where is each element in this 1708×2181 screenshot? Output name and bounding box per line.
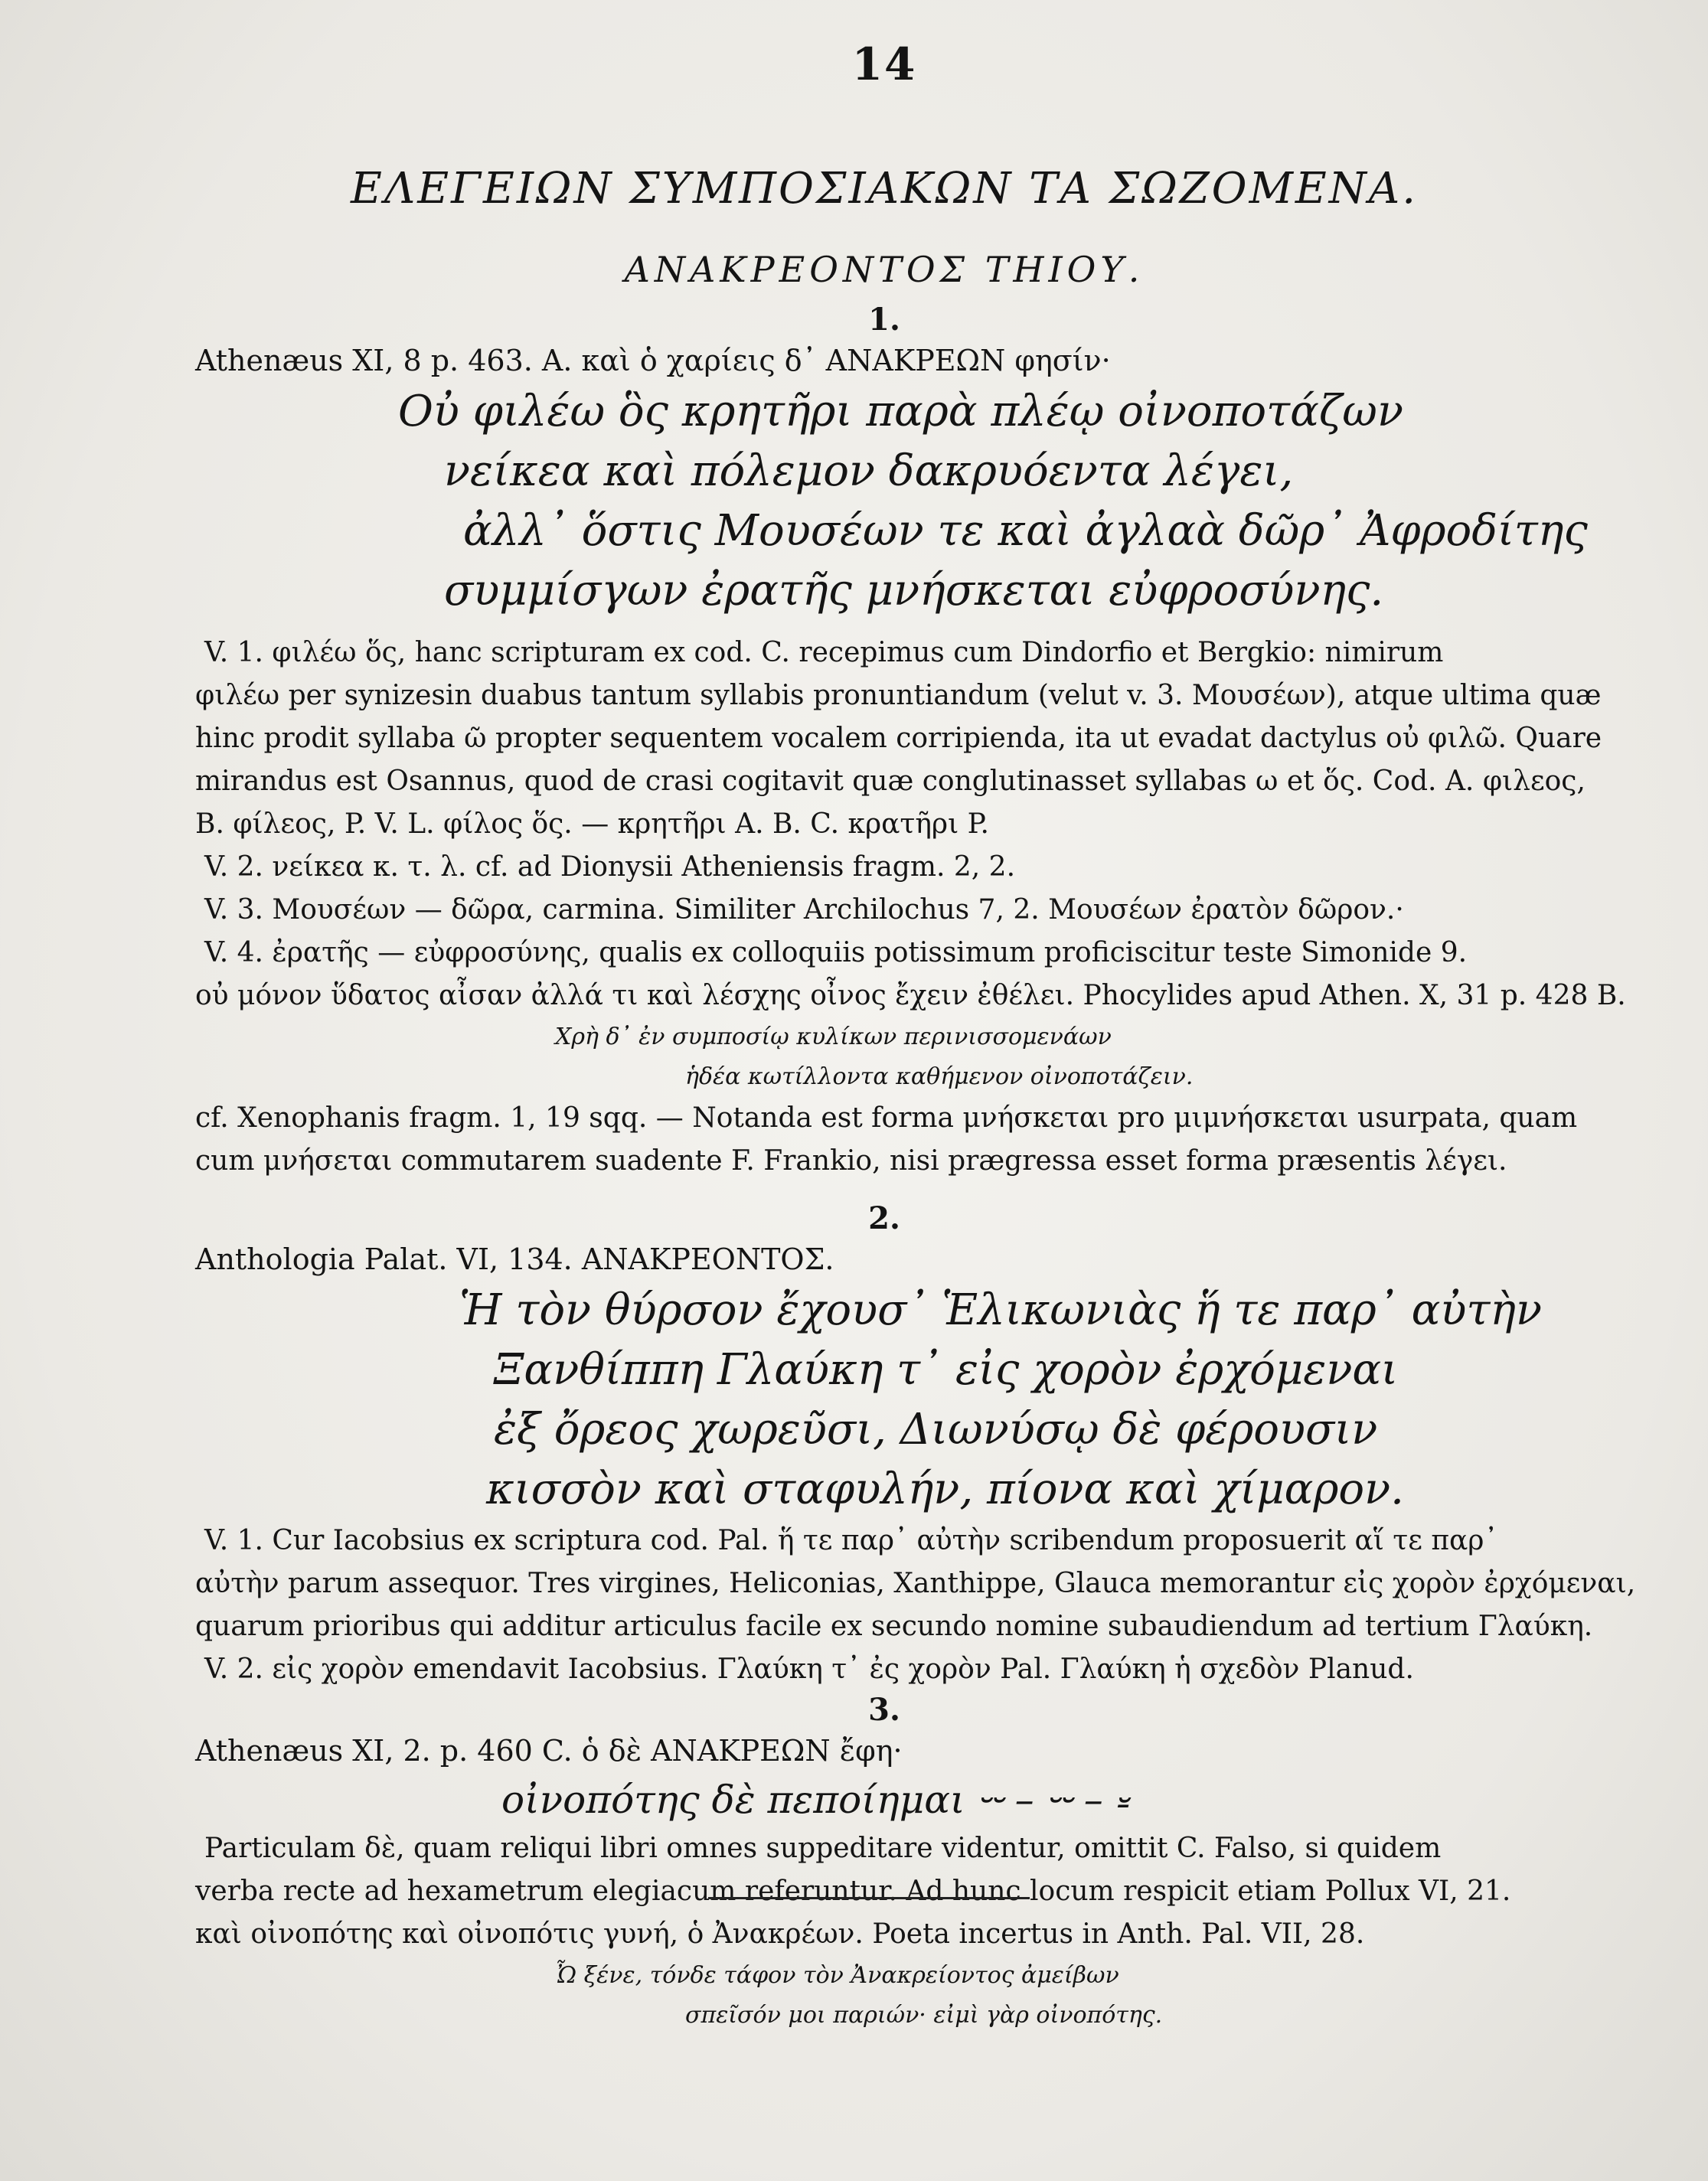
fragment-2-note: V. 2. εἰς χορὸν emendavit Iacobsius. Γλαύκη τ᾽ ἐς χορὸν Pal. Γλαύκη ἡ σχεδὸν Planud. [204, 1654, 1414, 1685]
fragment-2-number: 2. [868, 1200, 900, 1236]
fragment-1-note: hinc prodit syllaba ῶ propter sequentem vocalem corripienda, ita ut evadat dactylus οὐ φιλῶ. Quare [195, 723, 1602, 754]
fragment-1-note: φιλέω per synizesin duabus tantum syllabis pronuntiandum (velut v. 3. Μουσέων), atque ultima quæ [195, 680, 1602, 711]
fragment-1-quote-2: ἡδέα κωτίλλοντα καθήμενον οἰνοποτάζειν. [685, 1063, 1194, 1090]
footer-rule [708, 1897, 1030, 1899]
fragment-2-verse-1: Ἡ τὸν θύρσον ἔχουσ᾽ Ἑλικωνιὰς ἥ τε παρ᾽ αὐτὴν [459, 1285, 1543, 1335]
fragment-1-verse-4: συμμίσγων ἐρατῆς μνήσκεται εὐφροσύνης. [444, 566, 1384, 615]
fragment-1-source: Athenæus XI, 8 p. 463. A. καὶ ὁ χαρίεις δ᾽ ΑΝΑΚΡΕΩΝ φησίν· [195, 344, 1111, 377]
fragment-1-note: V. 2. νείκεα κ. τ. λ. cf. ad Dionysii Atheniensis fragm. 2, 2. [204, 851, 1016, 883]
fragment-1-note: mirandus est Osannus, quod de crasi cogitavit quæ conglutinasset syllabas ω et ὅς. Cod. A. φιλεος, [195, 766, 1586, 797]
fragment-2-note: αὐτὴν parum assequor. Tres virgines, Heliconias, Xanthippe, Glauca memorantur εἰς χορὸν ἐρχόμεναι, [195, 1568, 1636, 1599]
fragment-3-source: Athenæus XI, 2. p. 460 C. ὁ δὲ ΑΝΑΚΡΕΩΝ ἔφη· [195, 1734, 903, 1768]
fragment-1-quote-1: Χρὴ δ᾽ ἐν συμποσίῳ κυλίκων περινισσομενάων [555, 1024, 1112, 1050]
fragment-3-note: verba recte ad hexametrum elegiacum referuntur. Ad hunc locum respicit etiam Pollux VI, 21. [195, 1876, 1511, 1907]
fragment-1-note-continued: cum μνήσεται commutarem suadente F. Frankio, nisi prægressa esset forma præsentis λέγει. [195, 1145, 1507, 1177]
fragment-1-note: V. 1. φιλέω ὅς, hanc scripturam ex cod. C. recepimus cum Dindorfio et Bergkio: nimirum [204, 637, 1444, 668]
fragment-1-verse-1: Οὐ φιλέω ὃς κρητῆρι παρὰ πλέῳ οἰνοποτάζων [398, 387, 1403, 436]
fragment-2-verse-4: κισσὸν καὶ σταφυλήν, πίονα καὶ χίμαρον. [486, 1464, 1404, 1514]
fragment-3-verse: οἰνοπότης δὲ πεποίημαι ⏑⏑ – ⏑⏑ – ⏓ [501, 1778, 1128, 1822]
page-content [195, 38, 1636, 2036]
fragment-1-note: B. φίλεος, P. V. L. φίλος ὅς. — κρητῆρι A. B. C. κρατῆρι P. [195, 808, 990, 840]
fragment-1-verse-3: ἀλλ᾽ ὅστις Μουσέων τε καὶ ἀγλαὰ δῶρ᾽ Ἀφροδίτης [463, 506, 1588, 556]
fragment-3-number: 3. [868, 1692, 900, 1728]
fragment-3-quote-2: σπεῖσόν μοι παριών· εἰμὶ γὰρ οἰνοπότης. [685, 2002, 1163, 2029]
fragment-1-number: 1. [868, 302, 900, 338]
fragment-2-verse-3: ἐξ ὄρεος χωρεῦσι, Διωνύσῳ δὲ φέρουσιν [494, 1405, 1378, 1455]
fragment-2-note: quarum prioribus qui additur articulus facile ex secundo nomine subaudiendum ad tertium Γλαύκη. [195, 1611, 1593, 1642]
fragment-1-note-continued: cf. Xenophanis fragm. 1, 19 sqq. — Notanda est forma μνήσκεται pro μιμνήσκεται usurpata, quam [195, 1102, 1578, 1134]
fragment-1-note: οὐ μόνον ὕδατος αἶσαν ἀλλά τι καὶ λέσχης οἶνος ἔχειν ἐθέλει. Phocylides apud Athen. X, 31 p. 428 B. [195, 980, 1626, 1011]
fragment-3-note: καὶ οἰνοπότης καὶ οἰνοπότις γυνή, ὁ Ἀνακρέων. Poeta incertus in Anth. Pal. VII, 28. [195, 1918, 1365, 1950]
fragment-2-verse-2: Ξανθίππη Γλαύκη τ᾽ εἰς χορὸν ἐρχόμεναι [494, 1345, 1399, 1395]
fragment-3-note: Particulam δὲ, quam reliqui libri omnes suppeditare videntur, omittit C. Falso, si quidem [204, 1833, 1442, 1864]
main-title: ΕΛΕΓΕΙΩΝ ΣΥΜΠΟΣΙΑΚΩΝ ΤΑ ΣΩΖΟΜΕΝΑ. [350, 164, 1419, 214]
page-number: 14 [851, 38, 917, 90]
fragment-3-quote-1: Ὦ ξένε, τόνδε τάφον τὸν Ἀνακρείοντος ἀμείβων [555, 1962, 1119, 1989]
fragment-1-note: V. 4. ἐρατῆς — εὐφροσύνης, qualis ex colloquiis potissimum proficiscitur teste Simonide 9. [204, 937, 1468, 968]
sub-title: ΑΝΑΚΡΕΟΝΤΟΣ ΤΗΙΟΥ. [624, 249, 1145, 290]
fragment-1-verse-2: νείκεα καὶ πόλεμον δακρυόεντα λέγει, [444, 446, 1294, 496]
fragment-2-note: V. 1. Cur Iacobsius ex scriptura cod. Pal. ἥ τε παρ᾽ αὐτὴν scribendum proposuerit αἵ τε παρ᾽ [204, 1525, 1498, 1556]
fragment-1-note: V. 3. Μουσέων — δῶρα, carmina. Similiter Archilochus 7, 2. Μουσέων ἐρατὸν δῶρον.· [204, 894, 1404, 926]
fragment-2-source: Anthologia Palat. VI, 134. ΑΝΑΚΡΕΟΝΤΟΣ. [195, 1242, 834, 1276]
